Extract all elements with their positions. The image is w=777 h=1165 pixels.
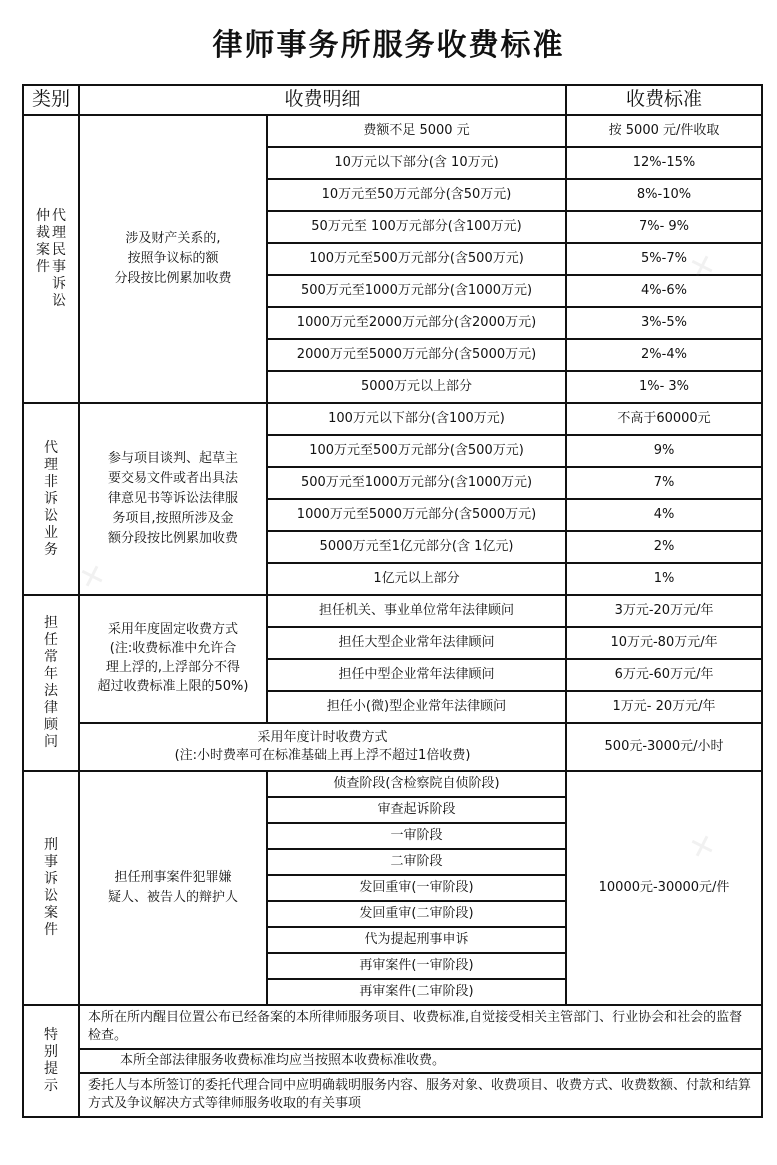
fee-cell: 4% [566,499,762,531]
detail-cell: 担任中型企业常年法律顾问 [267,659,566,691]
category-col: 仲 裁 案 件 [36,208,50,275]
stage-cell: 发回重审(一审阶段) [267,875,566,901]
detail-cell: 2000万元至5000万元部分(含5000万元) [267,339,566,371]
table-row [23,595,762,627]
fee-cell: 10万元-80万元/年 [566,627,762,659]
detail-cell: 担任机关、事业单位常年法律顾问 [267,595,566,627]
page-title: 律师事务所服务收费标准 [212,28,565,63]
stage-cell: 发回重审(二审阶段) [267,901,566,927]
category-criminal [23,771,79,1005]
fee-cell: 12%-15% [566,147,762,179]
table-row [23,771,762,797]
note-2: 本所全部法律服务收费标准均应当按照本收费标准收费。 [79,1049,762,1073]
header-row [23,85,762,115]
detail-cell: 1000万元至5000万元部分(含5000万元) [267,499,566,531]
fee-cell: 不高于60000元 [566,403,762,435]
category-advisor [23,595,79,771]
detail-cell: 500万元至1000万元部分(含1000万元) [267,275,566,307]
detail-cell: 10万元以下部分(含 10万元) [267,147,566,179]
fee-cell: 3%-5% [566,307,762,339]
watermark: ✕ [685,246,720,289]
table-row [23,115,762,147]
hourly-fee: 500元-3000元/小时 [566,723,762,771]
detail-cell: 担任小(微)型企业常年法律顾问 [267,691,566,723]
category-col: 代 理 非 诉 讼 业 务 [44,439,58,558]
detail-cell: 100万元以下部分(含100万元) [267,403,566,435]
category-civil [23,115,79,403]
criminal-description: 担任刑事案件犯罪嫌 疑人、被告人的辩护人 [79,771,267,1005]
stage-cell: 代为提起刑事申诉 [267,927,566,953]
category-col: 刑 事 诉 讼 案 件 [44,837,58,938]
fee-cell: 7% [566,467,762,499]
fee-cell: 1万元- 20万元/年 [566,691,762,723]
stage-cell: 再审案件(一审阶段) [267,953,566,979]
fee-cell: 9% [566,435,762,467]
stage-cell: 再审案件(二审阶段) [267,979,566,1005]
fee-cell: 3万元-20万元/年 [566,595,762,627]
criminal-fee: 10000元-30000元/件 [566,771,762,1005]
detail-cell: 1000万元至2000万元部分(含2000万元) [267,307,566,339]
fee-cell: 2% [566,531,762,563]
fee-table [22,84,763,1118]
header-standard: 收费标准 [566,85,762,115]
fee-cell: 8%-10% [566,179,762,211]
table-row [23,403,762,435]
detail-cell: 100万元至500万元部分(含500万元) [267,435,566,467]
advisor-description: 采用年度固定收费方式 (注:收费标准中允许合 理上浮的,上浮部分不得 超过收费标准上限的50%) [79,595,267,723]
detail-cell: 5000万元至1亿元部分(含 1亿元) [267,531,566,563]
detail-cell: 担任大型企业常年法律顾问 [267,627,566,659]
category-notes [23,1005,79,1117]
fee-cell: 1%- 3% [566,371,762,403]
watermark: ✕ [75,556,110,599]
fee-cell: 1% [566,563,762,595]
watermark: ✕ [685,826,720,869]
category-col: 特 别 提 示 [44,1027,58,1094]
table-row [23,1049,762,1073]
note-1: 本所在所内醒目位置公布已经备案的本所律师服务项目、收费标准,自觉接受相关主管部门、行业协会和社会的监督检查。 [79,1005,762,1049]
civil-description: 涉及财产关系的, 按照争议标的额 分段按比例累加收费 [79,115,267,403]
fee-cell: 5%-7% [566,243,762,275]
fee-cell: 4%-6% [566,275,762,307]
stage-cell: 审查起诉阶段 [267,797,566,823]
stage-cell: 侦查阶段(含检察院自侦阶段) [267,771,566,797]
fee-cell: 2%-4% [566,339,762,371]
header-category: 类别 [23,85,79,115]
header-detail: 收费明细 [79,85,566,115]
category-nonlit [23,403,79,595]
hourly-detail: 采用年度计时收费方式 (注:小时费率可在标准基础上再上浮不超过1倍收费) [79,723,566,771]
stage-cell: 一审阶段 [267,823,566,849]
note-3: 委托人与本所签订的委托代理合同中应明确载明服务内容、服务对象、收费项目、收费方式、收费数额、付款和结算方式及争议解决方式等律师服务收取的有关事项 [79,1073,762,1117]
table-row [23,723,762,771]
detail-cell: 500万元至1000万元部分(含1000万元) [267,467,566,499]
nonlit-description: 参与项目谈判、起草主 要交易文件或者出具法 律意见书等诉讼法律服 务项目,按照所涉及金 额分段按比例累加收费 [79,403,267,595]
detail-cell: 1亿元以上部分 [267,563,566,595]
category-col: 代 理 民 事 诉 讼 [52,208,66,309]
detail-cell: 5000万元以上部分 [267,371,566,403]
table-row [23,1073,762,1117]
detail-cell: 50万元至 100万元部分(含100万元) [267,211,566,243]
fee-cell: 6万元-60万元/年 [566,659,762,691]
detail-cell: 100万元至500万元部分(含500万元) [267,243,566,275]
fee-cell: 7%- 9% [566,211,762,243]
category-col: 担 任 常 年 法 律 顾 问 [44,615,58,750]
fee-cell: 按 5000 元/件收取 [566,115,762,147]
table-row [23,1005,762,1049]
detail-cell: 10万元至50万元部分(含50万元) [267,179,566,211]
detail-cell: 费额不足 5000 元 [267,115,566,147]
stage-cell: 二审阶段 [267,849,566,875]
